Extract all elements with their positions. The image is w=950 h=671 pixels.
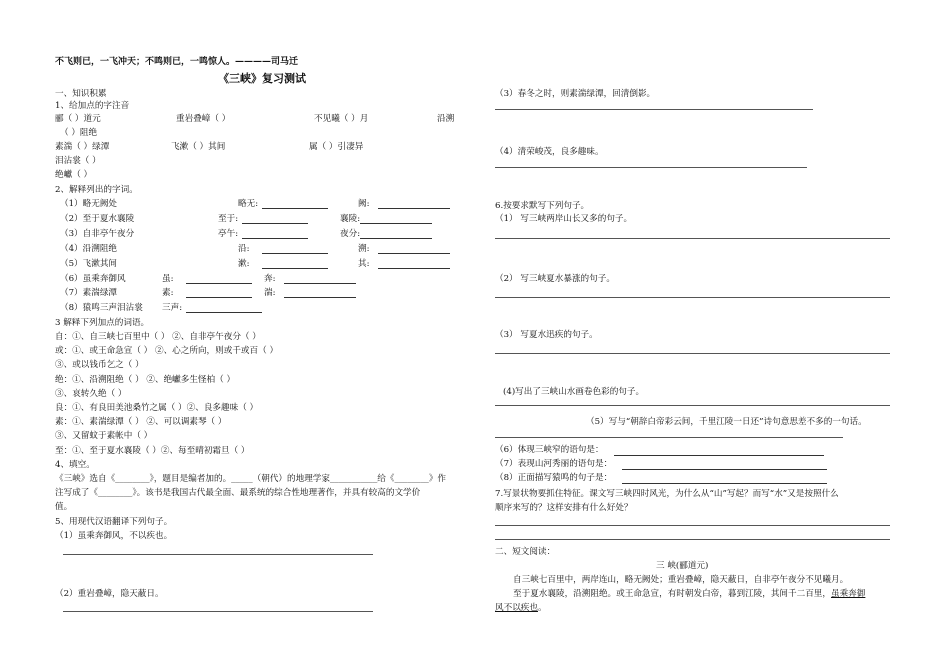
answer-line[interactable] [63,611,373,612]
q2-term: 虽: [162,274,174,284]
q6-item: （6）体现三峡窄的语句是： [495,445,604,455]
q3-line: ③、又留蚊于素帐中（ ） [55,431,153,441]
q3-line: ③、哀转久绝（ ） [55,389,127,399]
q6-item: （3） 写夏水迅疾的句子。 [495,330,598,340]
q3-line: 或：①、或王命急宣（ ） ②、心之所向，则或千或百（ ） [55,346,279,356]
q5-sentence: （4）清荣峻茂，良多趣味。 [495,147,604,157]
q5-heading: 5、用现代汉语翻译下列句子。 [55,517,173,527]
answer-blank[interactable] [262,253,328,254]
q7-line: 顺序来写的？这样安排有什么好处？ [495,503,633,513]
answer-line[interactable] [495,109,813,110]
q2-term: 奔: [264,274,276,284]
q2-item: （5）飞漱其间 [60,259,118,269]
part1-heading: 一、知识积累 [55,89,107,99]
q2-item: （2）至于夏水襄陵 [60,214,135,224]
article-title-text: 三 峡 [656,561,676,571]
q1-item: 属（ ）引凄异 [309,142,364,152]
header-quote: 不飞则已，一飞冲天；不鸣则已，一鸣惊人。————司马迁 [55,57,299,67]
q6-item: （5）写与“朝辞白帝彩云间，千里江陵一日还”诗句意思差不多的一句话。 [586,417,867,427]
q1-heading: 1、给加点的字注音 [55,101,130,111]
answer-blank[interactable] [284,297,356,298]
q2-term: 襄陵: [340,214,361,224]
answer-blank[interactable] [262,268,328,269]
q1-item: 泪沾裳（ ） [55,156,101,166]
answer-blank[interactable] [242,238,308,239]
answer-blank[interactable] [262,208,328,209]
answer-blank[interactable] [378,268,450,269]
q2-term: 溯: [358,244,370,254]
answer-line[interactable] [495,525,890,526]
q2-term: 三声: [162,303,183,313]
answer-blank[interactable] [614,455,824,456]
article-text: 。 [537,603,547,613]
article-text: 至于夏水襄陵，沿溯阻绝。或王命急宣，有时朝发白帝，暮到江陵，其间千二百里， [513,589,831,599]
q4-line: 值。 [55,502,73,512]
q2-term: 素: [162,288,174,298]
q6-item: (4)写出了三峡山水画卷色彩的句子。 [503,387,645,397]
answer-blank[interactable] [378,253,450,254]
q3-line: ③、或以钱币乞之（ ） [55,360,144,370]
q3-line: 至：①、至于夏水襄陵（ ）②、每至晴初霜旦（ ） [55,446,250,456]
page-title: 《三峡》复习测试 [218,72,306,85]
answer-blank[interactable] [622,483,827,484]
q7-line: 7.写景状物要抓住特征。课文写三峡四时风光，为什么从“山”写起？而写“水”又是按照什么 [495,489,839,499]
answer-blank[interactable] [360,238,432,239]
answer-line[interactable] [495,297,890,298]
q2-item: （8）猿鸣三声泪沾裳 [60,303,143,313]
article-title [656,561,708,572]
q6-item: （2） 写三峡夏水暴涨的句子。 [495,274,615,284]
answer-line[interactable] [495,437,843,438]
q1-item: 沿溯 [437,114,455,124]
q6-item: （7）表现山河秀丽的语句是： [495,459,613,469]
q6-item: （1） 写三峡两岸山长又多的句子。 [495,214,633,224]
answer-blank[interactable] [186,312,262,313]
answer-blank[interactable] [186,297,252,298]
underlined-phrase: 风不以疾也 [495,603,538,613]
answer-line[interactable] [495,405,890,406]
q2-item: （4）沿溯阻绝 [60,244,118,254]
q2-heading: 2、解释列出的字词。 [55,185,138,195]
q1-item: 郦（ ）道元 [55,114,101,124]
answer-line[interactable] [495,167,807,168]
article-paragraph: 自三峡七百里中，两岸连山，略无阙处；重岩叠嶂，隐天蔽日，自非亭午夜分不见曦月。 [513,575,849,585]
q2-term: 其: [358,259,370,269]
answer-line[interactable] [495,353,890,354]
q2-term: 阙: [358,199,370,209]
q3-line: 良：①、有良田美池桑竹之属（ ）②、良多趣味（ ） [55,403,259,413]
q5-sentence: （2）重岩叠嶂，隐天蔽日。 [55,589,164,599]
q2-item: （6）虽乘奔御风 [60,274,126,284]
q1-item: 不见曦（ ）月 [314,114,369,124]
answer-line[interactable] [495,539,890,540]
q6-item: （8）正面描写猿鸣的句子是： [495,473,613,483]
q2-term: 至于: [218,214,239,224]
q2-item: （7）素湍绿潭 [60,288,118,298]
article-paragraph [513,589,865,600]
answer-line[interactable] [495,238,890,239]
answer-blank[interactable] [622,469,827,470]
q2-term: 亭午: [218,229,239,239]
article-author: (郦道元) [675,561,709,571]
q2-term: 略无: [238,199,259,209]
answer-blank[interactable] [186,283,252,284]
q1-item: 素湍（ ）绿潭 [55,142,110,152]
q2-item: （1）略无阙处 [60,199,118,209]
answer-blank[interactable] [284,283,356,284]
q4-line: 注写成了《________》。该书是我国古代最全面、最系统的综合性地理著作，并具有较高的文学价 [55,488,421,498]
q1-item: （ ）阻绝 [60,128,98,138]
q1-item: 绝巘（ ） [55,170,93,180]
q6-heading: 6.按要求默写下列句子。 [495,201,590,211]
q5-sentence: （3）春冬之时，则素湍绿潭，回清倒影。 [495,89,656,99]
q2-term: 沿: [238,244,250,254]
answer-blank[interactable] [360,223,432,224]
answer-line[interactable] [63,554,373,555]
q3-line: 绝：①、沿溯阻绝（ ） ②、绝巘多生怪柏（ ） [55,375,236,385]
answer-blank[interactable] [242,223,308,224]
q2-term: 夜分: [340,229,361,239]
q2-item: （3）自非亭午夜分 [60,229,135,239]
q1-item: 重岩叠嶂（ ） [176,114,231,124]
q2-term: 湍: [264,288,276,298]
q3-heading: 3 解释下列加点的词语。 [55,318,150,328]
q1-item: 飞漱（ ）其间 [171,142,226,152]
q3-line: 自：①、自三峡七百里中（ ） ②、自非亭午夜分（ ） [55,332,261,342]
q3-line: 素：①、素湍绿潭（ ） ②、可以调素琴（ ） [55,417,227,427]
underlined-phrase: 虽乘奔御 [830,589,866,599]
q4-heading: 4、填空。 [55,460,95,470]
q4-line: 《三峡》选自《________》，题目是编者加的。_____（朝代）的地理学家___________给《________》作 [55,474,447,484]
article-paragraph [495,603,547,614]
q2-term: 漱: [238,259,250,269]
answer-blank[interactable] [378,208,450,209]
part2-heading: 二、短文阅读： [495,547,556,557]
q5-sentence: （1）虽乘奔御风，不以疾也。 [55,531,173,541]
